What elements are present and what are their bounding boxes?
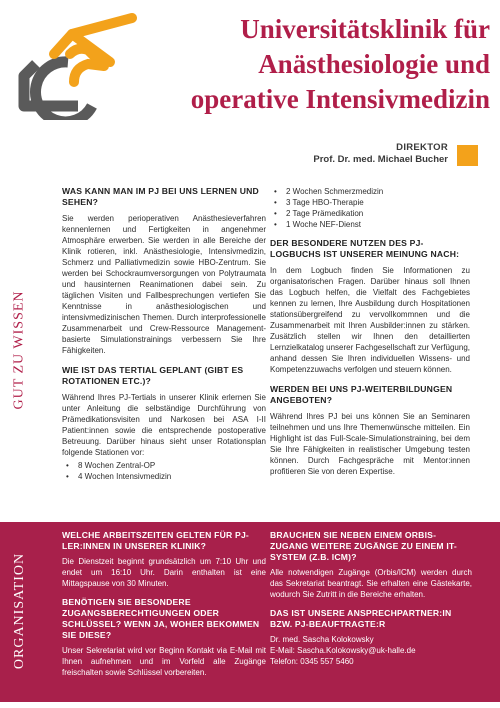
- contact-email[interactable]: E-Mail: Sascha.Kolokowsky@uk-halle.de: [270, 646, 416, 655]
- right-column: [270, 186, 470, 486]
- organisation-left-column: [62, 530, 266, 686]
- answer-text: Alle notwendigen Zugänge (Orbis/ICM) werden durch das Sekretariat beantragt. Sie erhalten eine Gästekarte, wodurch Sie Zutritt in die Bereiche erhalten.: [270, 568, 472, 599]
- clinic-title: [168, 12, 490, 117]
- question-heading: WELCHE ARBEITSZEITEN GELTEN FÜR PJ-LER:INNEN IN UNSERER KLINIK?: [62, 530, 249, 551]
- section-text: Während Ihres PJ-Tertials in unserer Klinik erlernen Sie unter Anleitung die selbständige Durchführung von Prämedikationsvisiten und Narkosen bei ASA I-II Patient:innen sowie die entsprechende postoperative Betreuung. Darüber hinaus sieht unser Rotationsplan folgende Stationen vor:: [62, 393, 266, 457]
- contact-name: Dr. med. Sascha Kolokowsky: [270, 635, 374, 644]
- question-heading: DAS IST UNSERE ANSPRECHPARTNER:IN BZW. PJ-BEAUFTRAGTE:R: [270, 608, 452, 629]
- title-line: operative Intensivmedizin: [190, 84, 490, 114]
- answer-text: Unser Sekretariat wird vor Beginn Kontakt via E-Mail mit Ihnen aufnehmen und im Vorfeld alle Zugänge freischalten sowie Schlüssel vorbereiten.: [62, 646, 266, 677]
- clinic-logo: [14, 10, 184, 120]
- title-line: Anästhesiologie und: [258, 49, 490, 79]
- list-item: • 3 Tage HBO-Therapie: [270, 197, 470, 208]
- question-heading: BRAUCHEN SIE NEBEN EINEM ORBIS-ZUGANG WEITERE ZUGÄNGE ZU EINEM IT-SYSTEM (Z.B. ICM)?: [270, 530, 457, 562]
- contact-phone[interactable]: Telefon: 0345 557 5460: [270, 657, 354, 666]
- director-block: [313, 142, 448, 166]
- section-text: Sie werden perioperativen Anästhesieverfahren kennenlernen und Fertigkeiten in angenehmer Atmosphäre erwerben. Sie werden in alle Bereiche der Klinik rotieren, inkl. Anästhesiologie, Intensivmedizin, Schmerz und Palliativmedizin sowie HBO-Zentrum. Sie werden bei Schockraumversorgungen von Polytraumata und hausinternen Reanimationen dabei sein. Zu täglichen Visiten und Fallbesprechungen vertiefen Sie Kenntnisse in anästhesiologischen und intensivmedizinischen Themen. Durch interprofessionelle Zusammenarbeit und Crew-Ressource Management-basierte Simulationstrainings verbessern Sie Ihre Fähigkeiten.: [62, 214, 266, 355]
- left-column: [62, 186, 266, 490]
- director-name: Prof. Dr. med. Michael Bucher: [313, 154, 448, 165]
- side-label-gut-zu-wissen: GUT ZU WISSEN: [12, 290, 28, 410]
- side-label-organisation: ORGANISATION: [12, 552, 28, 670]
- question-heading: BENÖTIGEN SIE BESONDERE ZUGANGSBERECHTIGUNGEN ODER SCHLÜSSEL? WENN JA, WOHER BEKOMMEN SIE DIESE?: [62, 597, 260, 640]
- list-item: • 4 Wochen Intensivmedizin: [62, 471, 266, 482]
- section-text: Während Ihres PJ bei uns können Sie an Seminaren teilnehmen und uns Ihre Themenwünsche mitteilen. Ein Highlight ist das Full-Scale-Simulationstraining, bei dem Sie Ihre Fähigkeiten in realistischer Umgebung testen können. Durch Fachgespräche mit Mentor:innen profitieren Sie von deren Expertise.: [270, 412, 470, 476]
- title-line: Universitätsklinik für: [240, 14, 490, 44]
- section-heading: WAS KANN MAN IM PJ BEI UNS LERNEN UND SEHEN?: [62, 186, 259, 207]
- director-role: DIREKTOR: [396, 142, 448, 153]
- section-heading: WERDEN BEI UNS PJ-WEITERBILDUNGEN ANGEBOTEN?: [270, 384, 453, 405]
- list-item: • 8 Wochen Zentral-OP: [62, 460, 266, 471]
- rotation-list: [62, 460, 266, 482]
- rotation-list-continued: [270, 186, 470, 230]
- section-text: In dem Logbuch finden Sie Informationen zu organisatorischen Fragen. Darüber hinaus soll Ihnen das Logbuch helfen, die Vielfalt des Fachgebietes kennen zu lernen, Ihre Ausbildung durch Hospitationen stationsübergreifend zu vervollkommnen und die Zusammenarbeit mit Ihren Ausbilder:innen zu stärken. Zusätzlich stellen wir Ihnen den detaillierten Lernzielkatalog unserer Fachgesellschaft zur Verfügung, anhand dessen Sie Ihren individuellen Wissens- und Kompetenzzuwachs verfolgen und steuern können.: [270, 266, 470, 374]
- organisation-right-column: [270, 530, 472, 667]
- accent-square: [457, 145, 478, 166]
- list-item: • 1 Woche NEF-Dienst: [270, 219, 470, 230]
- section-heading: DER BESONDERE NUTZEN DES PJ-LOGBUCHS IST UNSERER MEINUNG NACH:: [270, 238, 460, 259]
- contact-block: [270, 634, 472, 667]
- list-item: • 2 Wochen Schmerzmedizin: [270, 186, 470, 197]
- section-heading: WIE IST DAS TERTIAL GEPLANT (GIBT ES ROTATIONEN ETC.)?: [62, 365, 244, 386]
- answer-text: Die Dienstzeit beginnt grundsätzlich um 7:10 Uhr und endet um 16:10 Uhr. Darin enthalten ist eine Mittagspause von 30 Minuten.: [62, 557, 266, 588]
- list-item: • 2 Tage Prämedikation: [270, 208, 470, 219]
